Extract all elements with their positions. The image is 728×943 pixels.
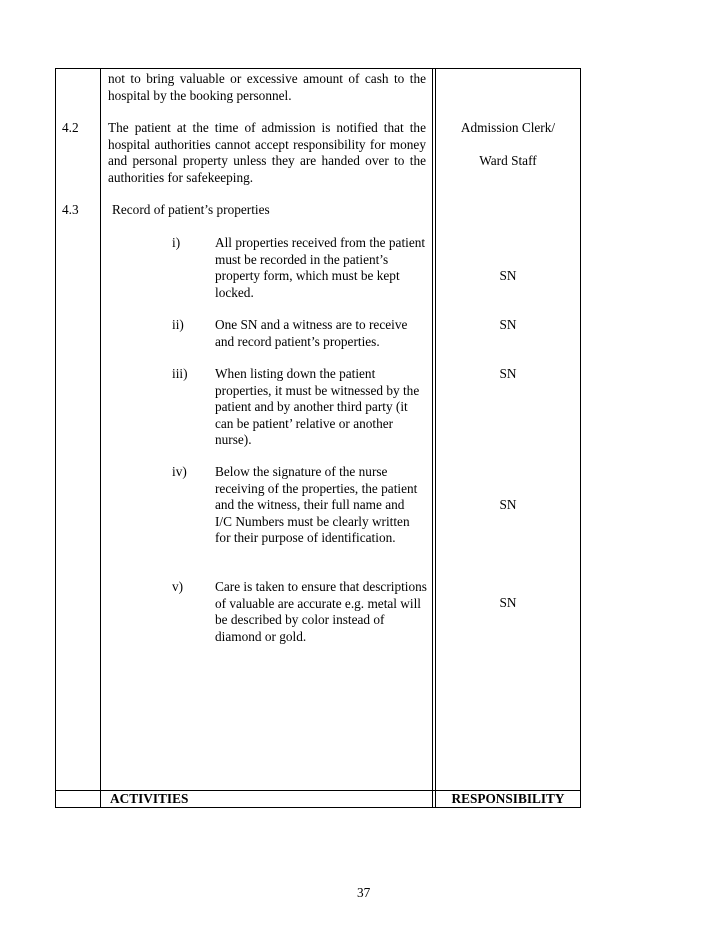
item-iv-responsibility: SN <box>499 497 517 512</box>
column-divider-1 <box>100 68 101 808</box>
column-divider-2b <box>435 68 436 808</box>
item-v-roman: v) <box>172 579 184 594</box>
item-iii-responsibility: SN <box>499 366 517 381</box>
item-ii-roman: ii) <box>172 317 184 332</box>
item-iii-roman: iii) <box>172 366 188 381</box>
item-i-roman: i) <box>172 235 181 250</box>
item-i-responsibility: SN <box>499 268 517 283</box>
activities-header: ACTIVITIES <box>110 791 189 806</box>
item-iv-roman: iv) <box>172 464 187 479</box>
item-ii-text: One SN and a witness are to receive and record patient’s properties. <box>215 317 408 349</box>
table-right-border <box>580 68 581 808</box>
row-4-2-number: 4.2 <box>62 120 79 135</box>
item-iv-text: Below the signature of the nurse receiving of the properties, the patient and the witness, their full name and I/C Numbers must be clearly written for their purpose of identification. <box>215 464 418 545</box>
table-top-border <box>55 68 581 69</box>
item-v-responsibility: SN <box>499 595 517 610</box>
row-4-3-text: Record of patient’s properties <box>112 202 270 217</box>
row-4-3-number: 4.3 <box>62 202 79 217</box>
item-i-text: All properties received from the patient must be recorded in the patient’s property form, which must be kept locked. <box>215 235 426 300</box>
responsibility-header: RESPONSIBILITY <box>451 791 565 806</box>
page-number: 37 <box>357 885 371 900</box>
table-left-border <box>55 68 56 808</box>
row-4-2-text: The patient at the time of admission is notified that the hospital authorities cannot accept responsibility for money and personal property unless they are handed over to the authorities for safekeeping. <box>108 120 426 185</box>
item-v-text: Care is taken to ensure that descriptions of valuable are accurate e.g. metal will be described by color instead of diamond or gold. <box>215 579 427 644</box>
row-4-2-responsibility-1: Admission Clerk/ <box>460 120 556 135</box>
continuation-text: not to bring valuable or excessive amount of cash to the hospital by the booking personnel. <box>108 71 426 103</box>
item-iii-text: When listing down the patient properties, it must be witnessed by the patient and by another third party (it can be patient’ relative or another nurse). <box>215 366 420 447</box>
row-4-2-responsibility-2: Ward Staff <box>479 153 537 168</box>
item-ii-responsibility: SN <box>499 317 517 332</box>
column-divider-2a <box>432 68 433 808</box>
